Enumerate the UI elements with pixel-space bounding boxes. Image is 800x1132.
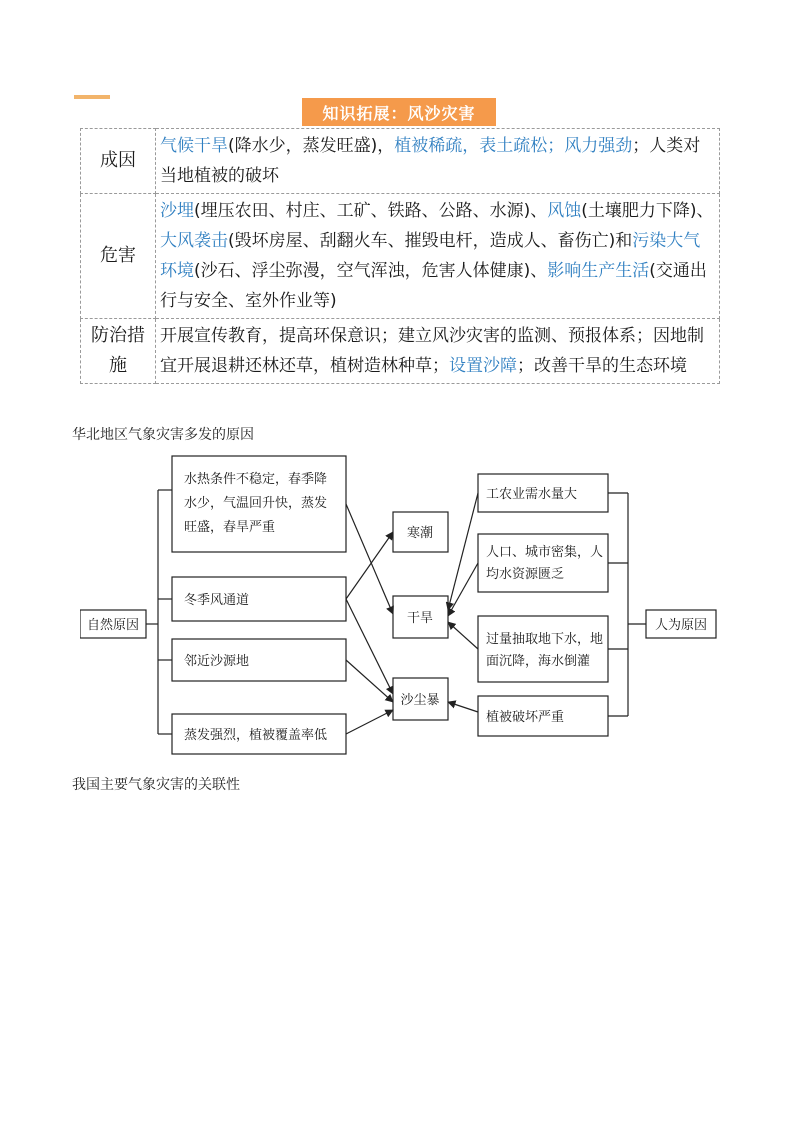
body-text: ；人类对当地植被的破坏 — [160, 136, 701, 186]
body-text: (交通出行与安全、室外作业等) — [160, 261, 707, 311]
row-head-prevention: 防治措施 — [81, 319, 156, 384]
natural-3-label: 邻近沙源地 — [184, 654, 250, 669]
section-title-banner: 知识拓展：风沙灾害 — [302, 98, 496, 126]
disaster-drought-label: 干旱 — [406, 611, 434, 626]
table-row-cause — [81, 129, 720, 194]
left-root-label: 自然原因 — [86, 618, 140, 633]
table-row-prevention — [81, 319, 720, 384]
natural-1-line-2: 水少，气温回升快，蒸发 — [184, 496, 328, 511]
natural-1-line-1: 水热条件不稳定，春季降 — [184, 472, 328, 487]
table-row-harm — [81, 194, 720, 319]
highlight-text: 设置沙障 — [449, 356, 517, 376]
human-3-line-2: 面沉降，海水倒灌 — [486, 654, 591, 669]
body-text: (沙石、浮尘弥漫，空气浑浊，危害人体健康)、 — [194, 261, 548, 281]
highlight-text: 沙埋 — [160, 201, 194, 221]
row-body-harm — [156, 194, 720, 319]
highlight-text: 植被稀疏，表土疏松；风力强劲 — [394, 136, 633, 156]
right-root-label: 人为原因 — [654, 618, 708, 633]
human-2-line-2: 均水资源匮乏 — [486, 567, 565, 582]
row-body-prevention — [156, 319, 720, 384]
natural-2-label: 冬季风通道 — [184, 593, 250, 608]
highlight-text: 风蚀 — [547, 201, 582, 221]
human-1-label: 工农业需水量大 — [486, 487, 578, 502]
highlight-text: 污染大气环境 — [160, 231, 701, 281]
highlight-text: 大风袭击 — [160, 231, 228, 251]
disaster-cold-label: 寒潮 — [406, 526, 434, 541]
highlight-text: 气候干旱 — [160, 136, 228, 156]
cause-diagram — [80, 450, 720, 760]
human-2-line-1: 人口、城市密集，人 — [486, 545, 604, 560]
sand-hazard-table — [80, 128, 720, 384]
caption-north-china: 华北地区气象灾害多发的原因 — [72, 427, 254, 443]
human-box-3 — [478, 616, 608, 682]
body-text: (毁坏房屋、刮翻火车、摧毁电杆，造成人、畜伤亡)和 — [228, 231, 633, 251]
natural-4-label: 蒸发强烈，植被覆盖率低 — [184, 728, 328, 743]
row-head-harm: 危害 — [81, 194, 156, 319]
body-text: ；改善干旱的生态环境 — [517, 356, 687, 376]
accent-bar — [74, 95, 110, 99]
body-text: (埋压农田、村庄、工矿、铁路、公路、水源)、 — [194, 201, 548, 221]
human-3-line-1: 过量抽取地下水，地 — [486, 632, 604, 647]
highlight-text: 影响生产生活 — [547, 261, 650, 281]
disaster-dust-label: 沙尘暴 — [400, 693, 440, 708]
caption-correlation: 我国主要气象灾害的关联性 — [72, 777, 240, 793]
body-text: (降水少，蒸发旺盛)， — [228, 136, 395, 156]
body-text: (土壤肥力下降)、 — [581, 201, 714, 221]
row-body-cause — [156, 129, 720, 194]
natural-1-line-3: 旺盛，春旱严重 — [184, 520, 276, 535]
human-box-2 — [478, 534, 608, 592]
row-head-cause: 成因 — [81, 129, 156, 194]
body-text: 开展宣传教育，提高环保意识；建立风沙灾害的监测、预报体系；因地制宜开展退耕还林还草，植树造林种草； — [160, 326, 704, 376]
human-4-label: 植被破坏严重 — [486, 710, 565, 725]
